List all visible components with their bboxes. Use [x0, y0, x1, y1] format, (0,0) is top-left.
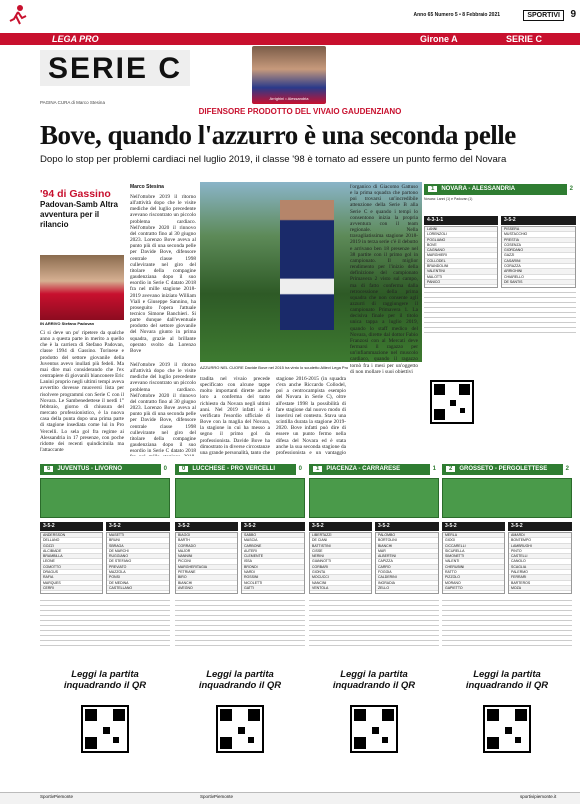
- player-row: DE SANTIS: [502, 280, 575, 285]
- player-row: GATTI: [242, 586, 304, 591]
- sidebar-title-2: Padovan-Samb Altra avventura per il rilancio: [40, 200, 118, 229]
- player-row: NERINI: [310, 554, 371, 559]
- match-header: [175, 464, 305, 475]
- player-row: BARTEROS: [509, 581, 571, 586]
- match-pitch: [442, 478, 572, 518]
- article-col2: tradita nel vivaio precede specificato con alcune tappe molto importanti dirette anche loro a conferma del tanto richiesto da Novara negli ultimi anni. Nel 2019 infatti si è verificato l'esordio ufficiale di Bove con la maglia del Novara, la stagione in cui ha messo a segno il primo gol da professionista. Davide Bove ha dimostrato in diverse circostanze una grande personalità, tanto che: [200, 376, 270, 456]
- player-row: FERRARI: [509, 575, 571, 580]
- player-row: CARRO: [376, 565, 438, 570]
- player-row: CAPIZZA: [376, 559, 438, 564]
- player-row: BRUNI: [107, 538, 169, 543]
- home-lineup: [424, 226, 498, 288]
- page-credit: PAGINA CURA di Marco Stesina: [40, 100, 105, 105]
- article-col1b: Nell'ottobre 2019 il ritorno all'attività dopo che le visite mediche del luglio precedente avevano riscontrato un piccolo problema cardiaco. Nell'ottobre 2020 il rinnovo del contratto fino al 30 giugno 2023. Lorenzo Bove aveva al punto più di una seconda pelle per Davide Bove, difensore centrale classe 1998 cullevirante nel giro del titolare della compagine gaudenziana dopo il suo esordio in Serie C datato 2018: [130, 362, 196, 455]
- section-left: LEGA PRO: [52, 34, 99, 44]
- player-row: RAFIA: [41, 575, 102, 580]
- player-row: DE CIANI: [310, 538, 371, 543]
- match-num: 1: [313, 466, 322, 472]
- player-row: DE MEDINA: [107, 581, 169, 586]
- player-row: BONTEMPO: [509, 538, 571, 543]
- player-row: GAPIETTO: [443, 586, 504, 591]
- match-lineup: [241, 532, 305, 594]
- footer-bar: [0, 792, 580, 804]
- player-row: BATTISTINI: [310, 544, 371, 549]
- player-row: CASARINI: [502, 259, 575, 264]
- article-author: Marco Stesina: [130, 184, 164, 190]
- match-num: 0: [179, 466, 188, 472]
- player-row: VENTOLA: [310, 586, 371, 591]
- player-row: CISSE: [310, 549, 371, 554]
- player-row: ROSSINI: [242, 575, 304, 580]
- page-number: 9: [570, 9, 576, 20]
- player-row: CORRADO: [176, 544, 237, 549]
- player-row: PISSERA: [502, 227, 575, 232]
- match-num: 6: [44, 466, 53, 472]
- qr-code[interactable]: [350, 705, 398, 753]
- qr-code[interactable]: [483, 705, 531, 753]
- player-row: BORTOLINI: [376, 538, 438, 543]
- player-row: MUSTACCHIO: [502, 232, 575, 237]
- article-col4: l'organico di Giacomo Gattuso e la prima squadra che partono poi trovarsi un'incredibile attenzione della Serie B alla Serie C e quando i tempi lo consentono inizia la propria avventura con il team regionale. Nella travagliatissima stagione 2018-2019 in terza serie c'è il debutto e arrivano ben 18 presenze nel 38 partite con il primo gol in campionato. Il miglior rendimento per l'inizio della definizione del campionato Primavera 2 visto sul campo, ma di fatto conferma dalla retrocessione della prima squadra che non consente agli azzurri di raggiungere il campionato Primavera 1. La decisiva finale per il titolo unica tappa a luglio 2019, quando lo staff medico del Novara, dirette dal dottor Fabio Franzosi con al Mercati deve fermarsi il ragazzo per un'infiammazione nel muscolo cardiaco, quando il ragazzo tornò fra i mesi per un'oggetto di non mollare i suoi obiettivi: [350, 184, 418, 375]
- player-row: NANNINI: [176, 554, 237, 559]
- player-row: MALOTTI: [425, 275, 497, 280]
- player-row: LANNI: [425, 227, 497, 232]
- player-row: PETRIANE: [176, 570, 237, 575]
- match-formation-home: 3-5-2: [175, 522, 238, 531]
- player-row: FOGGIA: [376, 570, 438, 575]
- runner-icon: [6, 4, 30, 28]
- match-score: 0: [296, 464, 305, 475]
- player-row: PANICO: [425, 280, 497, 285]
- qr-code[interactable]: [81, 705, 129, 753]
- player-row: BIANCHI: [176, 581, 237, 586]
- player-row: GOZZI: [41, 544, 102, 549]
- match-main-notes: [424, 292, 576, 336]
- match-title: LUCCHESE - PRO VERCELLI: [192, 466, 276, 472]
- section-right: SERIE C: [506, 34, 543, 44]
- player-row: PINTO: [509, 549, 571, 554]
- player-row: PALERMO: [509, 570, 571, 575]
- match-score: 2: [563, 464, 572, 475]
- player-row: SIMONETTI: [443, 554, 504, 559]
- player-row: ZELLO: [376, 586, 438, 591]
- match-header: [309, 464, 439, 475]
- footer-right: sportivipiemonte.it: [520, 794, 557, 799]
- player-row: SCAGLIA: [509, 565, 571, 570]
- player-row: NANCINI: [310, 581, 371, 586]
- player-row: GIONTA: [310, 570, 371, 575]
- player-row: DRAGUS: [41, 570, 102, 575]
- player-row: MORANO: [443, 581, 504, 586]
- player-row: GIOGI: [443, 538, 504, 543]
- article-col1: Nell'ottobre 2019 il ritorno all'attività dopo che le visite mediche del luglio precedente avevano riscontrato un piccolo problema cardiaco. Nell'ottobre 2020 il rinnovo del contratto fino al 30 giugno 2023. Lorenzo Bove aveva al punto più di una seconda pelle per Davide Bove, difensore centrale classe 1998 cullevirante nel giro del titolare della compagine gaudenziana dopo il suo esordio in Serie C datato 2018 fra nel mille stagione 2018-2019 avevano iniziato William Viali e Giuseppe Sannino, ha proseguito l'opera l'attuale tecnico Simone Banchieri. Si parte dunque dall'eventuale prodotto del settore giovanile del Novara giunto in prima squadra, grazie al brillante operato svolto da Lorenzo Bove: [130, 194, 196, 354]
- player-row: AMARDI: [509, 533, 571, 538]
- match-pitch: [40, 478, 170, 518]
- match-leggi-text: Leggi la partita inquadrando il QR: [63, 669, 147, 691]
- header-issue: Anno 65 Numero 5 • 8 Febbraio 2021: [413, 12, 500, 18]
- player-row: COSENZA: [502, 243, 575, 248]
- qr-code[interactable]: [216, 705, 264, 753]
- footer-mid: SportivPiemonte: [200, 794, 234, 799]
- player-row: MAJOR: [176, 549, 237, 554]
- match-lineup: [40, 532, 103, 594]
- match-pitch: [309, 478, 439, 518]
- match-title: JUVENTUS - LIVORNO: [57, 466, 123, 472]
- masthead-logo: SPORTIVI: [523, 10, 564, 21]
- player-row: MAR: [376, 549, 438, 554]
- section-mid: Girone A: [420, 34, 458, 44]
- player-row: BIAGGI: [176, 533, 237, 538]
- player-row: AUTERI: [242, 549, 304, 554]
- player-row: BRAMBILLA: [41, 554, 102, 559]
- player-row: MOCUCCI: [310, 575, 371, 580]
- qr-code-main[interactable]: [430, 380, 474, 424]
- match-num: 2: [446, 466, 455, 472]
- player-row: RUGGIANO: [107, 554, 169, 559]
- player-row: CICCARELLI: [443, 544, 504, 549]
- match-formation-home: 3-5-2: [309, 522, 372, 531]
- photo-caption-mid: AZZURRO NEL CUORE Davide Bove nel 2015 ha vinto lo scudetto Allievi Lega Pro: [200, 365, 349, 370]
- player-row: BARTH: [176, 538, 237, 543]
- player-row: MOZA: [509, 586, 571, 591]
- match-notes: [442, 600, 572, 648]
- player-row: BRONDI: [242, 565, 304, 570]
- player-row: CAGNANO: [425, 248, 497, 253]
- match-main-title: NOVARA - ALESSANDRIA: [441, 186, 516, 192]
- formation-home: 4-3-1-1: [424, 216, 498, 225]
- match-main-score: 1: [428, 186, 437, 192]
- match-leggi-text: Leggi la partita inquadrando il QR: [465, 669, 549, 691]
- serie-title: SERIE C: [48, 52, 183, 85]
- player-row: LIBERTAZZI: [310, 533, 371, 538]
- match-notes: [175, 600, 305, 648]
- player-row: CORAZZA: [502, 264, 575, 269]
- match-formation-home: 3-5-2: [40, 522, 103, 531]
- match-pitch: [175, 478, 305, 518]
- subheadline: Dopo lo stop per problemi cardiaci nel luglio 2019, il classe '98 è tornato ad essere un punto fermo del Novara: [40, 154, 507, 165]
- player-row: PALOMBO: [376, 533, 438, 538]
- match-title: GROSSETO - PERGOLETTESE: [459, 466, 548, 472]
- match-title: PIACENZA - CARRARESE: [326, 466, 401, 472]
- match-score: 0: [161, 464, 170, 475]
- player-row: CALDERINI: [376, 575, 438, 580]
- match-lineup: [106, 532, 170, 594]
- player-row: LAMBRUGHI: [509, 544, 571, 549]
- player-row: CHERUBINI: [443, 565, 504, 570]
- article-col3: stagione 2016-2015 (in squadra c'era anche Riccardo Collodel, poi a centrocampista esempio del Novara in Serie C), oltre all'estate 1998 la possibilità di fare stagione dal nuovo modo di inserirsi nel contesto. Stava una scintilla durata la stagione 2019-2020. Bove infatti può dire di essere un punto fermo nella difesa del Novara ed è stata anche la sua seconda stagione da professionista e un vantaggio: [276, 376, 346, 456]
- match-lineup: [442, 532, 505, 594]
- player-row: CASTELLANO: [107, 586, 169, 591]
- player-row: MERLA: [443, 533, 504, 538]
- player-row: MARGHERITAGIA: [176, 565, 237, 570]
- player-row: GIANNOTTI: [310, 559, 371, 564]
- player-row: ALBERTINI: [376, 554, 438, 559]
- sidebar-text: Ci si deve un po' ripetere da qualche anno a questa parte in merito a quello che è la carriera di Stefano Padovan, classe 1994 di Gassino. Torinese e prodotto del settore giovanile della Juventus avevo inullati più fedeli. Ma mai dire mai considerando che l'ex centrapiere di giovanili bianconere Eric Lanini proprio negli ultimi tempi aveva avvertito dovesse muoversi lista per risolvere programmi con Serie C con il Novara. Le Sambenedettese il nerdì 1° febbraio, giorno di chiusura del mercato professionistico, è la nuova casa della punta dopo una prima parte di stagione insediata come lui in Pro Vercelli. Lo sela gol fra regime ai Alessandria in 17 presenze, con poche ridotte dei recenti quindicimila ma l'attaccante: [40, 330, 124, 453]
- match-formation-away: 3-5-2: [241, 522, 305, 531]
- player-row: POGLIANO: [425, 238, 497, 243]
- match-lineup: [309, 532, 372, 594]
- player-row: COMOTTO: [41, 565, 102, 570]
- player-row: CERRI: [41, 586, 102, 591]
- player-row: NARDI: [242, 570, 304, 575]
- player-row: DE STEFANO: [107, 559, 169, 564]
- player-row: MARGHIERI: [425, 253, 497, 258]
- player-row: CASTELLI: [509, 554, 571, 559]
- player-row: SBRAGA: [107, 544, 169, 549]
- player-row: NICOLETTI: [242, 581, 304, 586]
- photo-caption-top: Arrighini • Alessandria: [269, 96, 309, 101]
- player-row: BIRO: [176, 575, 237, 580]
- player-row: ALCIBIADE: [41, 549, 102, 554]
- kicker: DIFENSORE PRODOTTO DEL VIVAIO GAUDENZIANO: [198, 107, 402, 116]
- player-row: MASCIA: [242, 538, 304, 543]
- player-row: DE MARCHI: [107, 549, 169, 554]
- player-row: CLEMENTE: [242, 554, 304, 559]
- player-row: INGRADIA: [376, 581, 438, 586]
- player-row: ARRIGHINI: [502, 269, 575, 274]
- player-row: BOVE: [425, 243, 497, 248]
- match-formation-away: 3-5-2: [106, 522, 170, 531]
- match-notes: [40, 600, 170, 648]
- match-lineup: [508, 532, 572, 594]
- player-row: PRESTIA: [502, 238, 575, 243]
- player-row: PICCINI: [176, 559, 237, 564]
- away-lineup: [501, 226, 576, 288]
- player-row: GAZZI: [502, 253, 575, 258]
- match-score: 1: [430, 464, 439, 475]
- match-main-header: [424, 184, 576, 195]
- player-row: DELLANO: [41, 538, 102, 543]
- player-row: AVEGNO: [176, 586, 237, 591]
- player-row: SICURELLA: [443, 549, 504, 554]
- match-formation-away: 3-5-2: [375, 522, 439, 531]
- player-row: SABBO: [242, 533, 304, 538]
- player-row: CORBARI: [310, 565, 371, 570]
- player-row: LEONE: [41, 559, 102, 564]
- header-logo-area: [6, 4, 30, 28]
- player-row: MASETTI: [107, 533, 169, 538]
- sidebar-photo: [40, 255, 124, 320]
- match-lineup: [175, 532, 238, 594]
- match-lineup: [375, 532, 439, 594]
- player-row: COLLODEL: [425, 259, 497, 264]
- match-notes: [309, 600, 439, 648]
- player-row: CARBONE: [242, 544, 304, 549]
- match-formation-home: 3-5-2: [442, 522, 505, 531]
- player-row: PIZZOLO: [443, 575, 504, 580]
- player-row: CANOLO: [509, 559, 571, 564]
- player-row: MAZZOLA: [107, 570, 169, 575]
- player-row: ANDERSSON: [41, 533, 102, 538]
- match-formation-away: 3-5-2: [508, 522, 572, 531]
- headline: Bove, quando l'azzurro è una seconda pelle: [40, 120, 516, 150]
- match-leggi-text: Leggi la partita inquadrando il QR: [332, 669, 416, 691]
- sidebar-title-1: '94 di Gassino: [40, 188, 111, 200]
- player-row: RATTO: [443, 570, 504, 575]
- footer-left: SportivPiemonte: [40, 794, 74, 799]
- player-row: CHIARELLO: [502, 275, 575, 280]
- player-row: MARQUES: [41, 581, 102, 586]
- player-row: VALENTINI: [425, 269, 497, 274]
- player-row: BRANDOLINI: [425, 264, 497, 269]
- player-row: BIANCHI: [376, 544, 438, 549]
- player-row: ISSA: [242, 559, 304, 564]
- player-row: VALENTI: [443, 559, 504, 564]
- player-row: PREVIATO: [107, 565, 169, 570]
- match-header: [40, 464, 170, 475]
- match-header: [442, 464, 572, 475]
- match-main-score2: 2: [567, 184, 576, 195]
- match-leggi-text: Leggi la partita inquadrando il QR: [198, 669, 282, 691]
- match-main-goals: Novara: Lanni (1) e Padovan (1): [424, 197, 473, 201]
- player-row: PONSI: [107, 575, 169, 580]
- formation-away: 3-5-2: [501, 216, 576, 225]
- sidebar-photo-caption: IN ARRIVO Stefano Padovan: [40, 321, 95, 326]
- player-row: GIORDANO: [502, 248, 575, 253]
- player-row: LORENZOLI: [425, 232, 497, 237]
